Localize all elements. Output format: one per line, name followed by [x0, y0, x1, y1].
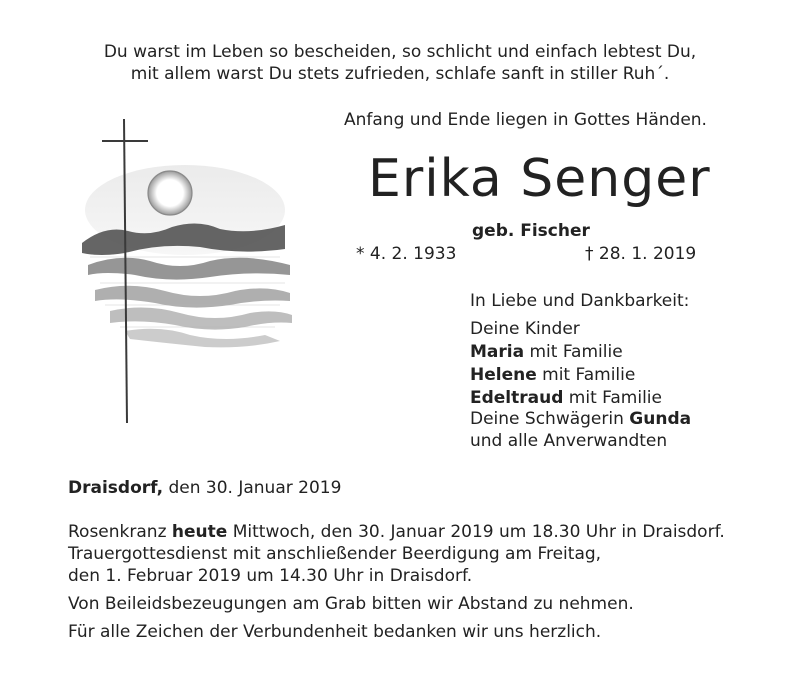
- mourner-name: Maria: [470, 342, 525, 362]
- mourner-name: Edeltraud: [470, 388, 564, 408]
- death-date: † 28. 1. 2019: [585, 244, 697, 264]
- mourners-intro: In Liebe und Dankbarkeit:: [470, 291, 690, 311]
- mourners-relatives: und alle Anverwandten: [470, 431, 668, 451]
- birth-date: * 4. 2. 1933: [356, 244, 457, 264]
- mourner-prefix: Deine Schwägerin: [470, 409, 630, 429]
- place: Draisdorf,: [68, 478, 164, 498]
- poem-line-2: mit allem warst Du stets zufrieden, schlafe sanft in stiller Ruh´.: [130, 64, 670, 84]
- rosary-rest: Mittwoch, den 30. Januar 2019 um 18.30 Uhr in Draisdorf.: [227, 522, 725, 542]
- mourner-suffix: mit Familie: [524, 342, 623, 362]
- mourner-maria: [470, 342, 623, 362]
- rosary-prefix: Rosenkranz: [68, 522, 172, 542]
- thanks-note: Für alle Zeichen der Verbundenheit bedanken wir uns herzlich.: [68, 622, 602, 642]
- mourners-children-label: Deine Kinder: [470, 319, 580, 339]
- place-date: [68, 478, 341, 498]
- mourner-name: Helene: [470, 365, 537, 385]
- deceased-name: Erika Senger: [368, 149, 711, 209]
- funeral-line-2: den 1. Februar 2019 um 14.30 Uhr in Draisdorf.: [68, 566, 473, 586]
- rosary-line: [68, 522, 725, 542]
- mourner-helene: [470, 365, 635, 385]
- funeral-line-1: Trauergottesdienst mit anschließender Beerdigung am Freitag,: [68, 544, 602, 564]
- date: den 30. Januar 2019: [163, 478, 342, 498]
- poem-line-1: Du warst im Leben so bescheiden, so schlicht und einfach lebtest Du,: [103, 42, 697, 62]
- motto: Anfang und Ende liegen in Gottes Händen.: [344, 110, 707, 130]
- mourner-suffix: mit Familie: [536, 365, 636, 385]
- rosary-bold: heute: [171, 522, 228, 542]
- mourner-name: Gunda: [629, 409, 692, 429]
- cross-landscape-illustration: [80, 115, 300, 427]
- mourner-edeltraud: [470, 388, 662, 408]
- condolence-note: Von Beileidsbezeugungen am Grab bitten wir Abstand zu nehmen.: [68, 594, 634, 614]
- maiden-name: geb. Fischer: [472, 221, 590, 241]
- mourner-sister-in-law: [470, 409, 691, 429]
- mourner-suffix: mit Familie: [563, 388, 662, 408]
